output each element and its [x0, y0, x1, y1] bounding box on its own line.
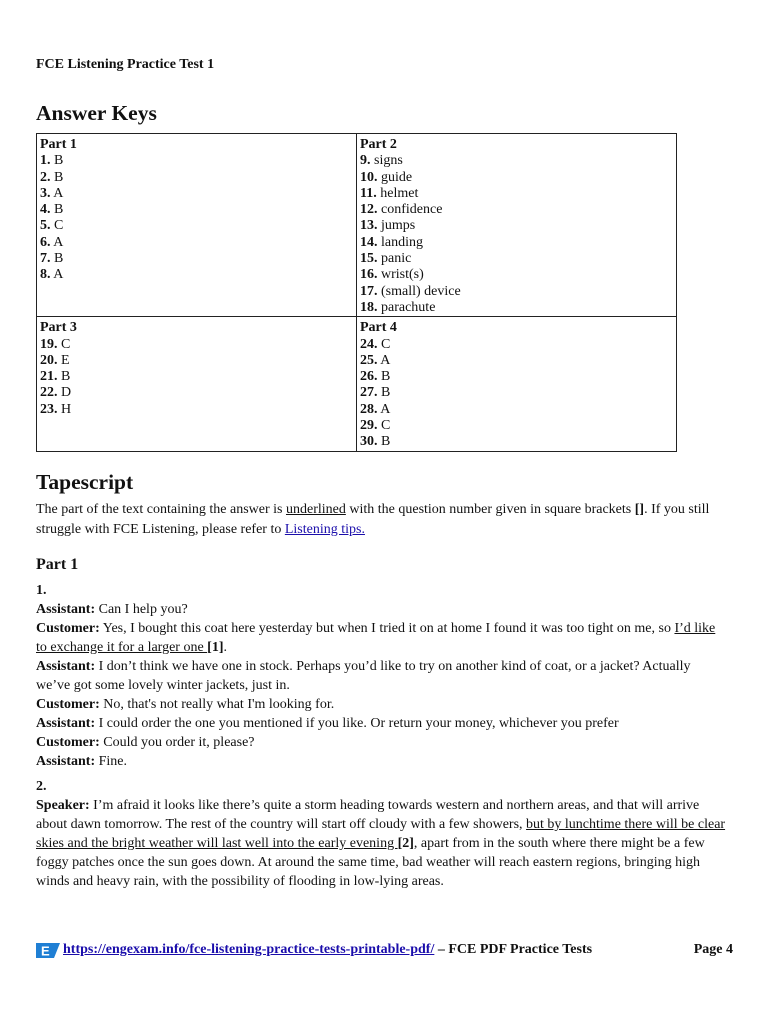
answer-number: 17.: [360, 283, 378, 299]
answer-item: [360, 202, 673, 218]
answer-item: [40, 267, 353, 283]
answer-cell-part4: [357, 317, 677, 451]
answer-value: B: [381, 434, 391, 450]
answer-value: guide: [381, 169, 413, 185]
answer-value: B: [54, 169, 64, 185]
answer-item: [40, 186, 353, 202]
tapescript-intro: [36, 500, 726, 539]
answer-value: B: [54, 153, 64, 169]
answer-number: 7.: [40, 251, 51, 267]
speech-text: Can I help you?: [95, 602, 188, 617]
question-number: 1.: [36, 583, 47, 598]
answer-value: signs: [374, 153, 403, 169]
answer-value: A: [380, 401, 391, 417]
footer-text: [63, 942, 592, 958]
answer-underlined: but by lunchtime there will be clear skies and the bright weather will last well into the early evening: [36, 817, 726, 851]
answer-value: parachute: [381, 299, 436, 315]
answer-value: A: [53, 234, 64, 250]
speech-text: Could you order it, please?: [99, 735, 255, 750]
answer-item: [40, 235, 353, 251]
intro-brackets: []: [634, 502, 645, 517]
answer-number: 4.: [40, 202, 51, 218]
answer-item: [360, 385, 673, 401]
speech-text: I’m afraid it looks like there’s quite a storm heading towards western and northern areas, and that will arrive about dawn tomorrow. The rest of the country will start off cloudy with a few showers,: [36, 798, 700, 832]
answer-number: 21.: [40, 369, 58, 385]
answer-value: C: [381, 418, 391, 434]
intro-text: The part of the text containing the answer is: [36, 502, 286, 517]
answer-number: 16.: [360, 267, 378, 283]
intro-text: with the question number given in square brackets: [345, 502, 635, 517]
answer-item: [360, 251, 673, 267]
answer-number: 14.: [360, 234, 378, 250]
part-title: Part 4: [360, 320, 397, 336]
answer-item: [360, 218, 673, 234]
answer-number: 8.: [40, 267, 51, 283]
answer-number: 6.: [40, 234, 51, 250]
speaker-line: [36, 619, 726, 657]
document-title: FCE Listening Practice Test 1: [36, 57, 215, 72]
answer-value: helmet: [380, 185, 419, 201]
answer-item: [360, 300, 673, 316]
answer-number: 3.: [40, 185, 51, 201]
answer-item: [40, 337, 353, 353]
answer-item: [40, 402, 353, 418]
answer-value: C: [381, 336, 391, 352]
speaker-name: Assistant:: [36, 754, 96, 769]
answer-number: 9.: [360, 153, 371, 169]
answer-item: [360, 267, 673, 283]
svg-text:E: E: [41, 943, 50, 958]
answer-value: (small) device: [381, 283, 461, 299]
intro-text: . If you still struggle with FCE Listening, please refer to: [36, 502, 710, 537]
answer-item: [40, 251, 353, 267]
answer-item: [360, 418, 673, 434]
answer-number: 10.: [360, 169, 378, 185]
answer-number: 29.: [360, 418, 378, 434]
answer-tag: [1]: [207, 640, 224, 655]
answer-number: 23.: [40, 401, 58, 417]
answer-value: A: [53, 185, 64, 201]
answer-item: [40, 385, 353, 401]
part1-heading: Part 1: [36, 556, 79, 573]
speaker-name: Assistant:: [36, 716, 96, 731]
answer-item: [40, 353, 353, 369]
answer-keys-heading: Answer Keys: [36, 101, 157, 125]
answer-value: B: [54, 202, 64, 218]
answer-item: [40, 218, 353, 234]
answer-value: wrist(s): [381, 267, 424, 283]
speech-text: I could order the one you mentioned if you like. Or return your money, whichever you prefer: [95, 716, 619, 731]
answer-number: 18.: [360, 299, 378, 315]
answer-number: 26.: [360, 369, 378, 385]
answer-value: B: [381, 369, 391, 385]
answer-item: [360, 434, 673, 450]
speaker-line: [36, 695, 726, 714]
answer-item: [40, 202, 353, 218]
question-1-script: [36, 581, 726, 771]
answer-item: [360, 235, 673, 251]
answer-number: 15.: [360, 251, 378, 267]
answer-cell-part3: [37, 317, 357, 451]
footer-suffix: – FCE PDF Practice Tests: [434, 942, 593, 957]
tapescript-heading: Tapescript: [36, 470, 134, 494]
answer-item: [360, 186, 673, 202]
question-2-script: [36, 777, 726, 891]
answer-number: 13.: [360, 218, 378, 234]
speaker-name: Customer:: [36, 621, 100, 636]
speaker-line: [36, 657, 726, 695]
answer-value: A: [380, 352, 391, 368]
answer-item: [360, 337, 673, 353]
answer-value: H: [61, 401, 72, 417]
answer-number: 27.: [360, 385, 378, 401]
answer-value: C: [61, 336, 71, 352]
speech-text: .: [223, 640, 227, 655]
answer-number: 30.: [360, 434, 378, 450]
speech-text: Fine.: [95, 754, 128, 769]
answer-underlined: I’d like to exchange it for a larger one: [36, 621, 716, 655]
answer-number: 24.: [360, 336, 378, 352]
question-number: 2.: [36, 779, 47, 794]
speaker-name: Speaker:: [36, 798, 90, 813]
answer-number: 25.: [360, 352, 378, 368]
answer-item: [360, 353, 673, 369]
answer-keys-table: [36, 133, 677, 452]
speaker-name: Customer:: [36, 735, 100, 750]
part-title: Part 2: [360, 137, 397, 152]
answer-value: confidence: [381, 202, 443, 218]
answer-item: [360, 402, 673, 418]
speech-text: Yes, I bought this coat here yesterday but when I tried it on at home I found it was too tight on me, so: [99, 621, 675, 636]
answer-number: 5.: [40, 218, 51, 234]
answer-number: 28.: [360, 401, 378, 417]
answer-number: 1.: [40, 153, 51, 169]
speaker-line: [36, 752, 726, 771]
speaker-name: Assistant:: [36, 659, 96, 674]
part-title: Part 1: [40, 137, 77, 152]
speaker-name: Assistant:: [36, 602, 96, 617]
part-title: Part 3: [40, 320, 77, 336]
answer-number: 22.: [40, 385, 58, 401]
answer-item: [360, 369, 673, 385]
answer-value: A: [53, 267, 64, 283]
answer-value: D: [61, 385, 72, 401]
answer-number: 19.: [40, 336, 58, 352]
speaker-line: [36, 714, 726, 733]
intro-underlined-word: underlined: [285, 502, 346, 517]
answer-item: [40, 153, 353, 169]
speaker-name: Customer:: [36, 697, 100, 712]
page-number: Page 4: [693, 942, 733, 957]
answer-tag: [2]: [397, 836, 414, 851]
answer-number: 2.: [40, 169, 51, 185]
answer-value: panic: [381, 251, 412, 267]
speaker-line: [36, 796, 726, 891]
answer-value: B: [54, 251, 64, 267]
answer-value: C: [54, 218, 64, 234]
answer-item: [360, 284, 673, 300]
answer-item: [40, 170, 353, 186]
answer-item: [360, 153, 673, 169]
answer-value: jumps: [381, 218, 416, 234]
answer-value: E: [61, 352, 70, 368]
answer-item: [40, 369, 353, 385]
speech-text: I don’t think we have one in stock. Perhaps you’d like to try on another kind of coat, or a jacket? Actually we’ve got some lovely winter jackets, just in.: [36, 659, 691, 693]
answer-value: B: [61, 369, 71, 385]
speech-text: , apart from in the south where there might be a few foggy patches once the sun goes down. At around the same time, bad weather will reach eastern regions, bringing high winds and heavy rain, with the possibility of flooding in low-lying areas.: [36, 836, 705, 889]
answer-number: 11.: [360, 185, 377, 201]
answer-item: [360, 170, 673, 186]
answer-cell-part2: [357, 134, 677, 317]
engexam-logo-icon: [36, 943, 60, 958]
answer-number: 12.: [360, 202, 378, 218]
answer-value: landing: [381, 234, 423, 250]
footer-url-link[interactable]: https://engexam.info/fce-listening-practice-tests-printable-pdf/: [63, 942, 435, 957]
speech-text: No, that's not really what I'm looking for.: [99, 697, 335, 712]
listening-tips-link[interactable]: Listening tips.: [284, 521, 365, 537]
speaker-line: [36, 600, 726, 619]
footer: [36, 940, 736, 962]
answer-number: 20.: [40, 352, 58, 368]
answer-value: B: [381, 385, 391, 401]
answer-cell-part1: [37, 134, 357, 317]
speaker-line: [36, 733, 726, 752]
